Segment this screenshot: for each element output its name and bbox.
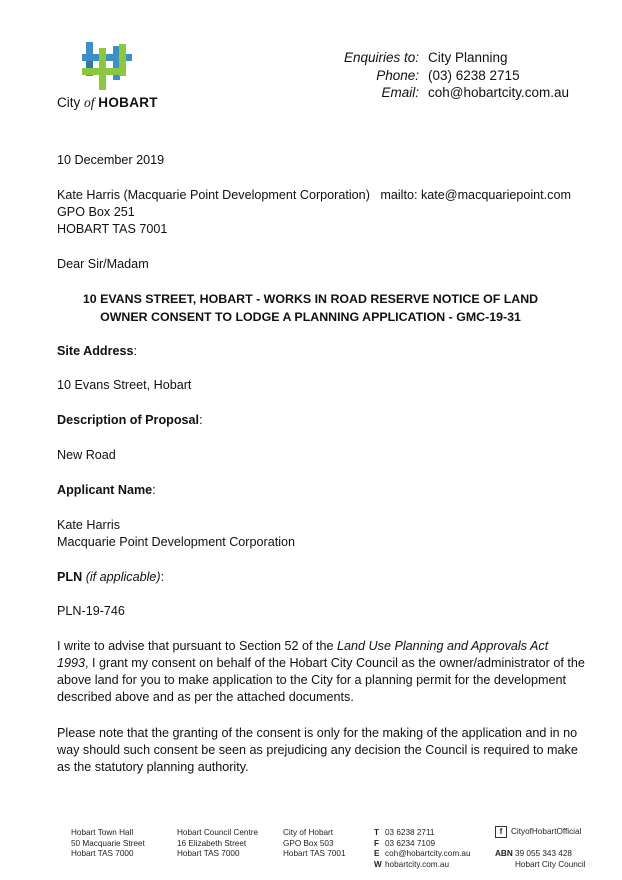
- site-address-label: Site Address: [57, 344, 134, 358]
- email-value: coh@hobartcity.com.au: [428, 85, 570, 100]
- enquiries-block: [300, 50, 580, 103]
- footer-text: Hobart TAS 7001: [283, 849, 346, 859]
- footer-contact-row: [374, 860, 471, 871]
- phone-value: (03) 6238 2715: [428, 67, 520, 83]
- recipient-name: Kate Harris (Macquarie Point Development Corporation): [57, 188, 370, 202]
- proposal-value: New Road: [57, 448, 116, 462]
- body-paragraph-2-line-2: way should such consent be seen as prejudicing any decision the Council is required to make: [57, 743, 578, 757]
- footer-email: coh@hobartcity.com.au: [385, 849, 471, 859]
- email-label: Email:: [381, 85, 419, 100]
- recipient-line: [57, 187, 571, 204]
- footer-facebook: [495, 826, 581, 838]
- body-paragraph-1-line-3: above land for you to make application to the City for a planning permit for the development: [57, 673, 566, 687]
- letter-date: 10 December 2019: [57, 153, 165, 167]
- footer-contact-key: E: [374, 849, 380, 859]
- body1-line-2-text: , I grant my consent on behalf of the Hobart City Council as the owner/administrator of the: [85, 656, 585, 670]
- abn-value: 39 055 343 428: [515, 849, 572, 858]
- footer-contacts: [374, 828, 471, 870]
- body-paragraph-1-line-1: [57, 638, 548, 655]
- footer-town-hall: [71, 828, 145, 860]
- applicant-label-line: Applicant Name:: [57, 483, 156, 497]
- logo-of: of: [84, 95, 95, 110]
- body-paragraph-2-line-1: Please note that the granting of the consent is only for the making of the application and in no: [57, 726, 578, 740]
- enquiries-label: Enquiries to:: [343, 50, 419, 65]
- pln-label: PLN: [57, 570, 83, 584]
- footer-postal: [283, 828, 346, 860]
- site-address-label-line: Site Address:: [57, 344, 138, 358]
- applicant-label: Applicant Name: [57, 483, 153, 497]
- footer-contact-row: [374, 839, 471, 850]
- applicant-name: Kate Harris: [57, 518, 120, 532]
- footer-text: Hobart TAS 7000: [71, 849, 134, 859]
- email-row: [300, 85, 580, 103]
- footer-text: 50 Macquarie Street: [71, 838, 145, 848]
- footer-text: GPO Box 503: [283, 838, 334, 848]
- footer-phone: 03 6238 2711: [385, 828, 435, 837]
- recipient-address-2: HOBART TAS 7001: [57, 222, 168, 236]
- applicant-organisation: Macquarie Point Development Corporation: [57, 535, 296, 549]
- body1-act: Land Use Planning and Approvals Act: [337, 639, 549, 653]
- pln-label-line: PLN (if applicable):: [57, 570, 165, 584]
- proposal-label: Description of Proposal: [57, 413, 200, 427]
- footer-abn: [495, 849, 586, 870]
- city-of-hobart-logo: [57, 40, 167, 115]
- footer-text: City of Hobart: [283, 828, 334, 837]
- enquiries-value: City Planning: [428, 50, 508, 65]
- footer-fax: 03 6234 7109: [385, 838, 436, 848]
- abn-name: Hobart City Council: [515, 859, 586, 869]
- body1-act-year: 1993: [57, 656, 86, 670]
- footer-contact-key: W: [374, 859, 382, 869]
- recipient-mailto: mailto: kate@macquariepoint.com: [380, 188, 571, 202]
- phone-label: Phone:: [376, 67, 419, 83]
- footer-contact-row: [374, 828, 471, 839]
- footer-text: Hobart Council Centre: [177, 828, 259, 837]
- footer-contact-key: F: [374, 838, 380, 848]
- body-paragraph-1-line-4: described above and as per the attached documents.: [57, 690, 354, 704]
- phone-row: [300, 68, 580, 86]
- logo-wordmark: [57, 95, 158, 111]
- footer-social: [495, 826, 581, 838]
- footer-text: 16 Elizabeth Street: [177, 838, 247, 848]
- footer-website: hobartcity.com.au: [385, 859, 450, 869]
- footer-council-centre: [177, 828, 258, 860]
- footer-text: Hobart Town Hall: [71, 828, 134, 837]
- pln-value: PLN-19-746: [57, 604, 125, 618]
- body1-intro: I write to advise that pursuant to Section 52 of the: [57, 639, 338, 653]
- facebook-handle: CityofHobartOfficial: [511, 827, 582, 837]
- recipient-address-1: GPO Box 251: [57, 205, 135, 219]
- site-address-value: 10 Evans Street, Hobart: [57, 378, 192, 392]
- footer-contact-key: T: [374, 828, 380, 837]
- abn-label: ABN: [495, 849, 513, 858]
- subject-line-1: 10 EVANS STREET, HOBART - WORKS IN ROAD RESERVE NOTICE OF LAND: [82, 292, 539, 306]
- hobart-crosshatch-logo-icon: [82, 42, 132, 90]
- logo-city: City: [57, 95, 81, 110]
- facebook-icon: f: [495, 826, 507, 838]
- salutation: Dear Sir/Madam: [57, 257, 149, 271]
- subject-heading: [57, 290, 564, 326]
- logo-hobart: HOBART: [98, 95, 158, 110]
- footer-text: Hobart TAS 7000: [177, 849, 240, 859]
- enquiries-row: [300, 50, 580, 68]
- subject-line-2: OWNER CONSENT TO LODGE A PLANNING APPLICATION - GMC-19-31: [100, 310, 521, 324]
- proposal-label-line: Description of Proposal:: [57, 413, 203, 427]
- pln-note: (if applicable): [85, 570, 161, 584]
- body-paragraph-1-line-2: [57, 655, 585, 672]
- footer-contact-row: [374, 849, 471, 860]
- body-paragraph-2-line-3: as the statutory planning authority.: [57, 760, 249, 774]
